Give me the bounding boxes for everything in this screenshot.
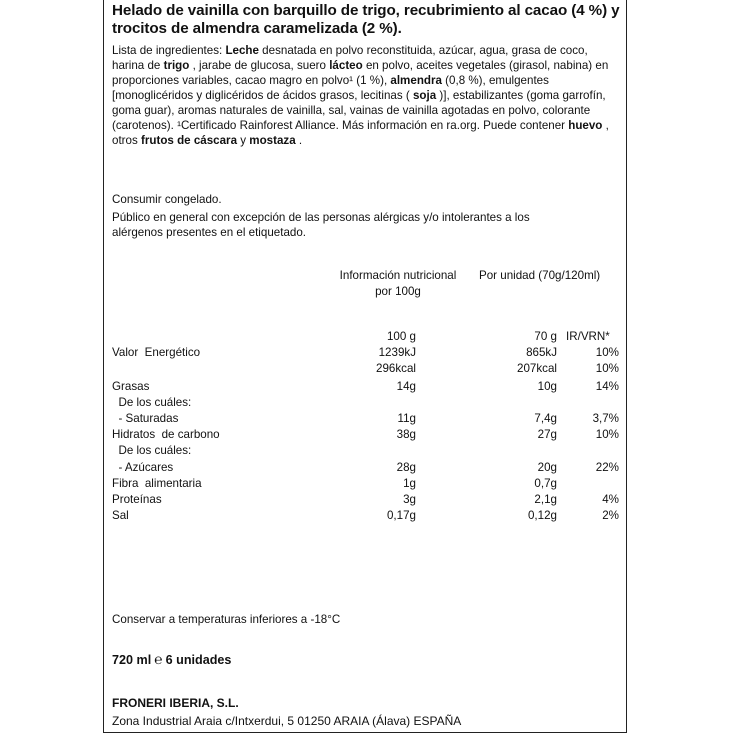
reference-intake: 14% (595, 380, 619, 393)
audience-notice-line-2: alérgenos presentes en el etiquetado. (112, 226, 307, 239)
ingredient-text: )], estabilizantes (goma garrofín, goma guar), aromas naturales de vainilla, sal, vainas de vainilla agotadas en polvo, colorante (carotenos). ¹Certificado Rainforest Alliance. Más información en ra.org. Puede contener (112, 89, 606, 132)
value-per-unit: 10g (537, 380, 557, 393)
value-per-100g: 1g (403, 477, 416, 490)
ingredient-text: en polvo, aceites vegetales (girasol, nabina) en proporciones variables, cacao magro en polvo¹ (1 %), (112, 59, 609, 87)
value-per-100g: 11g (397, 412, 416, 425)
value-per-100g: 14g (396, 380, 416, 393)
allergen-highlight: frutos de cáscara (141, 134, 238, 147)
nutrient-label: Valor Energético (112, 346, 201, 359)
ingredient-text: , otros (112, 119, 609, 147)
company-name: FRONERI IBERIA, S.L. (112, 696, 239, 710)
value-per-unit: 207kcal (517, 362, 557, 375)
allergen-highlight: soja (412, 89, 437, 102)
nutrition-subheader-ir: IR/VRN* (566, 330, 610, 343)
net-quantity (112, 651, 231, 667)
company-address: Zona Industrial Araia c/Intxerdui, 5 01250 ARAIA (Álava) ESPAÑA (112, 714, 462, 728)
ingredients-list (112, 43, 612, 148)
value-per-unit: 865kJ (526, 346, 557, 359)
audience-notice-line-1: Público en general con excepción de las personas alérgicas y/o intolerantes a los (112, 211, 530, 224)
ingredient-text: . (295, 134, 303, 147)
nutrition-header-per100-line2: por 100g (375, 285, 421, 298)
nutrient-label: De los cuáles: (112, 444, 192, 457)
allergen-highlight: Leche (225, 44, 259, 57)
reference-intake: 2% (602, 509, 619, 522)
ingredient-text: y (237, 134, 250, 147)
nutrient-label: Hidratos de carbono (112, 428, 220, 441)
value-per-unit: 0,12g (527, 509, 557, 522)
allergen-highlight: trigo (163, 59, 190, 72)
ingredient-text: desnatada en polvo reconstituida, azúcar, agua, grasa de coco, harina de (112, 44, 588, 72)
storage-instruction: Consumir congelado. (112, 193, 222, 206)
value-per-unit: 20g (537, 461, 557, 474)
value-per-100g: 3g (403, 493, 416, 506)
conservation-note: Conservar a temperaturas inferiores a -18°C (112, 613, 341, 626)
nutrient-label: Grasas (112, 380, 150, 393)
nutrition-header-per100-line1: Información nutricional (339, 269, 457, 282)
allergen-highlight: lácteo (329, 59, 363, 72)
nutrient-label: - Azúcares (112, 461, 174, 474)
reference-intake: 10% (595, 428, 619, 441)
value-per-unit: 7,4g (534, 412, 557, 425)
reference-intake: 3,7% (592, 412, 619, 425)
reference-intake: 4% (602, 493, 619, 506)
estimated-sign-icon: ℮ (154, 651, 163, 667)
nutrition-header-per-unit: Por unidad (70g/120ml) (479, 269, 601, 282)
allergen-highlight: huevo (568, 119, 603, 132)
net-volume: 720 ml (112, 653, 152, 667)
value-per-100g: 0,17g (386, 509, 416, 522)
value-per-100g: 28g (396, 461, 416, 474)
nutrient-label: - Saturadas (112, 412, 179, 425)
nutrition-subheader-70g: 70 g (534, 330, 557, 343)
ingredient-text: , jarabe de glucosa, suero (189, 59, 330, 72)
nutrient-label: Proteínas (112, 493, 162, 506)
reference-intake: 10% (595, 346, 619, 359)
reference-intake: 10% (595, 362, 619, 375)
value-per-unit: 2,1g (534, 493, 557, 506)
nutrient-label: De los cuáles: (112, 396, 192, 409)
product-title: Helado de vainilla con barquillo de trigo, recubrimiento al cacao (4 %) y trocitos de almendra caramelizada (2 %). (112, 2, 620, 37)
nutrient-label: Sal (112, 509, 129, 522)
value-per-100g: 296kcal (376, 362, 416, 375)
value-per-unit: 0,7g (534, 477, 557, 490)
ingredient-text: Lista de ingredientes: (112, 44, 226, 57)
allergen-highlight: mostaza (249, 134, 296, 147)
allergen-highlight: almendra (390, 74, 442, 87)
ingredient-text: (0,8 %), emulgentes [monoglicéridos y diglicéridos de ácidos grasos, lecitinas ( (112, 74, 549, 102)
unit-count: 6 unidades (165, 653, 232, 667)
value-per-100g: 38g (396, 428, 416, 441)
value-per-100g: 1239kJ (378, 346, 416, 359)
nutrition-subheader-100g: 100 g (386, 330, 416, 343)
value-per-unit: 27g (537, 428, 557, 441)
reference-intake: 22% (595, 461, 619, 474)
nutrient-label: Fibra alimentaria (112, 477, 202, 490)
